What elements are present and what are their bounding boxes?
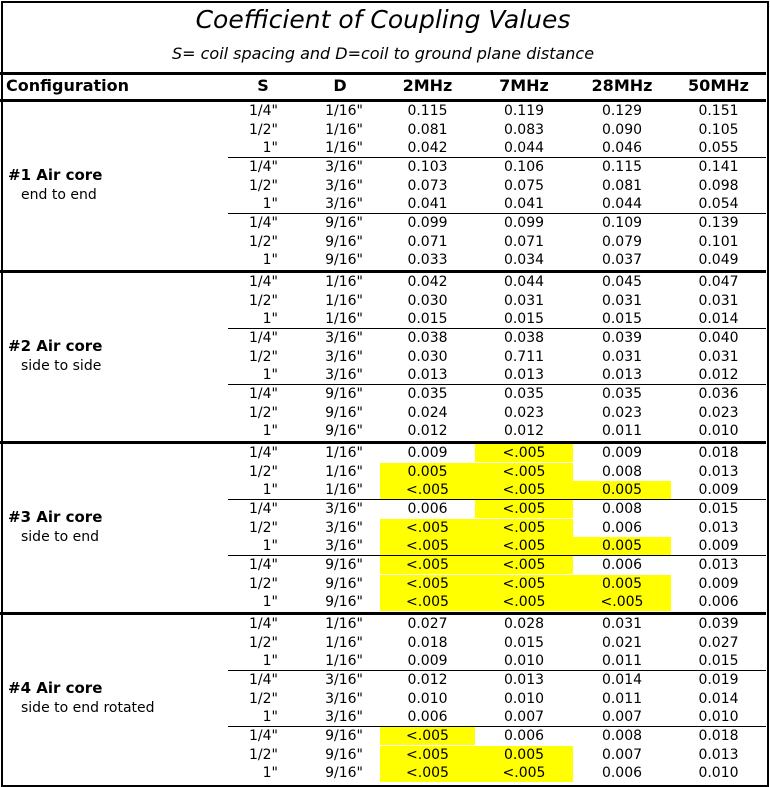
spacing-cell: 1/4" bbox=[249, 445, 278, 461]
value-cell: 0.033 bbox=[407, 252, 448, 269]
spacing-cell: 1" bbox=[262, 311, 278, 328]
value-cell: 0.028 bbox=[503, 616, 545, 632]
distance-cell: 9/16" bbox=[325, 556, 363, 573]
value-cell: 0.009 bbox=[407, 445, 448, 461]
config-label bbox=[8, 507, 208, 547]
value-cell: 0.012 bbox=[503, 423, 545, 440]
value-cell: 0.036 bbox=[698, 385, 739, 402]
value-cell: 0.079 bbox=[601, 233, 643, 250]
value-cell: 0.105 bbox=[698, 121, 739, 138]
page-subtitle: S= coil spacing and D=coil to ground plane distance bbox=[171, 44, 595, 63]
distance-cell: 9/16" bbox=[325, 252, 363, 269]
value-cell: 0.013 bbox=[698, 556, 739, 573]
value-cell: 0.038 bbox=[503, 329, 545, 346]
distance-cell: 1/16" bbox=[325, 634, 363, 651]
distance-cell: 1/16" bbox=[325, 140, 363, 157]
header-d: D bbox=[333, 76, 347, 95]
value-cell: 0.035 bbox=[601, 385, 643, 402]
distance-cell: 1/16" bbox=[325, 311, 363, 328]
value-cell: 0.014 bbox=[698, 311, 739, 328]
config-description: side to end rotated bbox=[21, 700, 155, 716]
value-cell: 0.012 bbox=[407, 423, 448, 440]
value-cell: 0.005 bbox=[573, 575, 671, 593]
config-name: #4 Air core bbox=[8, 679, 103, 697]
value-cell: 0.031 bbox=[601, 616, 643, 632]
distance-cell: 1/16" bbox=[325, 463, 363, 480]
value-cell: <.005 bbox=[380, 593, 475, 611]
spacing-cell: 1/2" bbox=[249, 575, 278, 592]
distance-cell: 9/16" bbox=[325, 727, 363, 744]
value-cell: 0.005 bbox=[475, 746, 573, 764]
value-cell: <.005 bbox=[380, 519, 475, 537]
subgroup-rule bbox=[228, 555, 766, 556]
distance-cell: 9/16" bbox=[325, 594, 363, 611]
value-cell: 0.006 bbox=[503, 727, 545, 744]
distance-cell: 3/16" bbox=[325, 329, 363, 346]
value-cell: <.005 bbox=[380, 537, 475, 555]
distance-cell: 3/16" bbox=[325, 709, 363, 726]
value-cell: 0.010 bbox=[698, 765, 739, 782]
header-2mhz: 2MHz bbox=[402, 76, 453, 95]
distance-cell: 9/16" bbox=[325, 214, 363, 231]
subgroup-rule bbox=[228, 328, 766, 329]
distance-cell: 9/16" bbox=[325, 575, 363, 592]
header-28mhz: 28MHz bbox=[591, 76, 653, 95]
value-cell: 0.042 bbox=[407, 140, 448, 157]
value-cell: 0.049 bbox=[698, 252, 739, 269]
value-cell: 0.035 bbox=[503, 385, 545, 402]
value-cell: 0.040 bbox=[698, 329, 739, 346]
distance-cell: 9/16" bbox=[325, 385, 363, 402]
value-cell: 0.009 bbox=[407, 653, 448, 670]
header-s: S bbox=[257, 76, 269, 95]
value-cell: 0.119 bbox=[503, 103, 545, 119]
distance-cell: 1/16" bbox=[325, 482, 363, 499]
value-cell: 0.012 bbox=[698, 367, 739, 384]
value-cell: 0.015 bbox=[698, 653, 739, 670]
value-cell: 0.099 bbox=[407, 214, 448, 231]
value-cell: 0.042 bbox=[407, 274, 448, 290]
config-description: side to end bbox=[21, 529, 100, 545]
distance-cell: 3/16" bbox=[325, 158, 363, 175]
spacing-cell: 1/4" bbox=[249, 616, 278, 632]
spacing-cell: 1" bbox=[262, 482, 278, 499]
value-cell: 0.023 bbox=[601, 404, 643, 421]
value-cell: <.005 bbox=[380, 727, 475, 745]
config-name: #2 Air core bbox=[8, 337, 103, 355]
value-cell: 0.115 bbox=[407, 103, 448, 119]
value-cell: 0.054 bbox=[698, 196, 739, 213]
spacing-cell: 1/2" bbox=[249, 292, 278, 309]
value-cell: <.005 bbox=[475, 537, 573, 555]
value-cell: 0.023 bbox=[503, 404, 545, 421]
value-cell: 0.711 bbox=[503, 348, 545, 365]
header-7mhz: 7MHz bbox=[499, 76, 549, 95]
spacing-cell: 1/2" bbox=[249, 634, 278, 651]
value-cell: 0.073 bbox=[407, 177, 448, 194]
value-cell: 0.129 bbox=[601, 103, 643, 119]
config-name: #3 Air core bbox=[8, 508, 103, 526]
value-cell: <.005 bbox=[380, 575, 475, 593]
distance-cell: 9/16" bbox=[325, 423, 363, 440]
value-cell: <.005 bbox=[380, 556, 475, 574]
spacing-cell: 1/4" bbox=[249, 214, 278, 231]
value-cell: 0.098 bbox=[698, 177, 739, 194]
distance-cell: 3/16" bbox=[325, 538, 363, 555]
value-cell: 0.006 bbox=[407, 709, 448, 726]
distance-cell: 3/16" bbox=[325, 671, 363, 688]
spacing-cell: 1/2" bbox=[249, 404, 278, 421]
subgroup-rule bbox=[228, 670, 766, 671]
value-cell: 0.075 bbox=[503, 177, 545, 194]
header-configuration: Configuration bbox=[6, 76, 130, 95]
value-cell: 0.006 bbox=[601, 556, 643, 573]
value-cell: 0.038 bbox=[407, 329, 448, 346]
distance-cell: 3/16" bbox=[325, 177, 363, 194]
spacing-cell: 1" bbox=[262, 653, 278, 670]
value-cell: 0.031 bbox=[601, 348, 643, 365]
spacing-cell: 1/4" bbox=[249, 158, 278, 175]
spacing-cell: 1/2" bbox=[249, 233, 278, 250]
value-cell: 0.027 bbox=[407, 616, 448, 632]
header-50mhz: 50MHz bbox=[688, 76, 749, 95]
spacing-cell: 1/2" bbox=[249, 463, 278, 480]
value-cell: 0.015 bbox=[601, 311, 643, 328]
value-cell: <.005 bbox=[475, 764, 573, 782]
spacing-cell: 1/2" bbox=[249, 121, 278, 138]
value-cell: 0.011 bbox=[601, 653, 643, 670]
value-cell: <.005 bbox=[573, 593, 671, 611]
distance-cell: 3/16" bbox=[325, 348, 363, 365]
value-cell: 0.018 bbox=[698, 445, 739, 461]
distance-cell: 1/16" bbox=[325, 274, 363, 290]
value-cell: 0.039 bbox=[698, 616, 739, 632]
value-cell: 0.099 bbox=[503, 214, 545, 231]
value-cell: <.005 bbox=[475, 481, 573, 499]
config-label bbox=[8, 336, 208, 376]
config-label bbox=[8, 165, 208, 205]
distance-cell: 3/16" bbox=[325, 690, 363, 707]
spacing-cell: 1/4" bbox=[249, 556, 278, 573]
value-cell: 0.015 bbox=[503, 634, 545, 651]
value-cell: 0.151 bbox=[698, 103, 739, 119]
value-cell: 0.013 bbox=[698, 463, 739, 480]
value-cell: 0.101 bbox=[698, 233, 739, 250]
subgroup-rule bbox=[228, 384, 766, 385]
distance-cell: 3/16" bbox=[325, 500, 363, 517]
value-cell: 0.011 bbox=[601, 423, 643, 440]
spacing-cell: 1/4" bbox=[249, 385, 278, 402]
value-cell: 0.008 bbox=[601, 727, 643, 744]
spacing-cell: 1/4" bbox=[249, 727, 278, 744]
spacing-cell: 1/2" bbox=[249, 177, 278, 194]
value-cell: 0.103 bbox=[407, 158, 448, 175]
value-cell: 0.109 bbox=[601, 214, 643, 231]
value-cell: 0.034 bbox=[503, 252, 545, 269]
value-cell: 0.031 bbox=[503, 292, 545, 309]
value-cell: 0.014 bbox=[698, 690, 739, 707]
value-cell: 0.007 bbox=[601, 709, 643, 726]
value-cell: <.005 bbox=[475, 575, 573, 593]
value-cell: 0.055 bbox=[698, 140, 739, 157]
value-cell: 0.023 bbox=[698, 404, 739, 421]
distance-cell: 9/16" bbox=[325, 746, 363, 763]
value-cell: 0.008 bbox=[601, 500, 643, 517]
value-cell: 0.030 bbox=[407, 348, 448, 365]
value-cell: 0.021 bbox=[601, 634, 643, 651]
spacing-cell: 1" bbox=[262, 709, 278, 726]
value-cell: 0.046 bbox=[601, 140, 643, 157]
value-cell: 0.041 bbox=[503, 196, 545, 213]
value-cell: 0.139 bbox=[698, 214, 739, 231]
value-cell: <.005 bbox=[475, 444, 573, 462]
value-cell: 0.115 bbox=[601, 158, 643, 175]
spacing-cell: 1/2" bbox=[249, 519, 278, 536]
value-cell: 0.012 bbox=[407, 671, 448, 688]
value-cell: <.005 bbox=[475, 556, 573, 574]
distance-cell: 1/16" bbox=[325, 121, 363, 138]
spacing-cell: 1" bbox=[262, 765, 278, 782]
config-description: end to end bbox=[21, 187, 97, 203]
spacing-cell: 1/4" bbox=[249, 103, 278, 119]
value-cell: 0.013 bbox=[698, 519, 739, 536]
value-cell: 0.015 bbox=[407, 311, 448, 328]
value-cell: 0.071 bbox=[503, 233, 545, 250]
value-cell: 0.044 bbox=[601, 196, 643, 213]
spacing-cell: 1" bbox=[262, 140, 278, 157]
spacing-cell: 1/2" bbox=[249, 348, 278, 365]
value-cell: <.005 bbox=[380, 764, 475, 782]
spacing-cell: 1/2" bbox=[249, 746, 278, 763]
value-cell: 0.018 bbox=[407, 634, 448, 651]
value-cell: 0.081 bbox=[601, 177, 643, 194]
subgroup-rule bbox=[228, 499, 766, 500]
distance-cell: 9/16" bbox=[325, 765, 363, 782]
subgroup-rule bbox=[228, 213, 766, 214]
value-cell: 0.045 bbox=[601, 274, 643, 290]
value-cell: 0.007 bbox=[601, 746, 643, 763]
value-cell: 0.044 bbox=[503, 274, 545, 290]
value-cell: 0.106 bbox=[503, 158, 545, 175]
value-cell: 0.015 bbox=[503, 311, 545, 328]
value-cell: <.005 bbox=[475, 519, 573, 537]
value-cell: <.005 bbox=[380, 481, 475, 499]
spacing-cell: 1/4" bbox=[249, 329, 278, 346]
value-cell: 0.010 bbox=[407, 690, 448, 707]
value-cell: 0.006 bbox=[601, 519, 643, 536]
value-cell: 0.010 bbox=[503, 653, 545, 670]
value-cell: 0.013 bbox=[503, 671, 545, 688]
spacing-cell: 1" bbox=[262, 538, 278, 555]
value-cell: 0.009 bbox=[698, 538, 739, 555]
value-cell: 0.013 bbox=[407, 367, 448, 384]
value-cell: 0.037 bbox=[601, 252, 643, 269]
value-cell: 0.005 bbox=[573, 481, 671, 499]
value-cell: 0.007 bbox=[503, 709, 545, 726]
distance-cell: 1/16" bbox=[325, 292, 363, 309]
value-cell: 0.010 bbox=[698, 709, 739, 726]
distance-cell: 1/16" bbox=[325, 653, 363, 670]
value-cell: <.005 bbox=[475, 463, 573, 481]
distance-cell: 1/16" bbox=[325, 445, 363, 461]
spacing-cell: 1/4" bbox=[249, 500, 278, 517]
value-cell: 0.081 bbox=[407, 121, 448, 138]
value-cell: 0.035 bbox=[407, 385, 448, 402]
config-label bbox=[8, 678, 208, 718]
value-cell: 0.014 bbox=[601, 671, 643, 688]
value-cell: 0.013 bbox=[503, 367, 545, 384]
spacing-cell: 1" bbox=[262, 252, 278, 269]
value-cell: 0.015 bbox=[698, 500, 739, 517]
title-rule bbox=[0, 72, 766, 75]
spacing-cell: 1" bbox=[262, 594, 278, 611]
subgroup-rule bbox=[228, 726, 766, 727]
value-cell: 0.141 bbox=[698, 158, 739, 175]
spacing-cell: 1/2" bbox=[249, 690, 278, 707]
value-cell: 0.041 bbox=[407, 196, 448, 213]
distance-cell: 9/16" bbox=[325, 404, 363, 421]
value-cell: 0.071 bbox=[407, 233, 448, 250]
spacing-cell: 1" bbox=[262, 367, 278, 384]
config-name: #1 Air core bbox=[8, 166, 103, 184]
value-cell: 0.013 bbox=[601, 367, 643, 384]
value-cell: 0.008 bbox=[601, 463, 643, 480]
value-cell: <.005 bbox=[380, 746, 475, 764]
page-title: Coefficient of Coupling Values bbox=[195, 5, 571, 34]
value-cell: 0.009 bbox=[698, 575, 739, 592]
value-cell: 0.009 bbox=[601, 445, 643, 461]
value-cell: 0.047 bbox=[698, 274, 739, 290]
distance-cell: 9/16" bbox=[325, 233, 363, 250]
spacing-cell: 1/4" bbox=[249, 274, 278, 290]
value-cell: 0.013 bbox=[698, 746, 739, 763]
value-cell: 0.018 bbox=[698, 727, 739, 744]
value-cell: 0.030 bbox=[407, 292, 448, 309]
value-cell: 0.083 bbox=[503, 121, 545, 138]
value-cell: 0.024 bbox=[407, 404, 448, 421]
value-cell: 0.009 bbox=[698, 482, 739, 499]
value-cell: 0.005 bbox=[573, 537, 671, 555]
spacing-cell: 1" bbox=[262, 196, 278, 213]
value-cell: 0.019 bbox=[698, 671, 739, 688]
value-cell: 0.031 bbox=[698, 292, 739, 309]
value-cell: <.005 bbox=[475, 593, 573, 611]
value-cell: 0.006 bbox=[698, 594, 739, 611]
subgroup-rule bbox=[228, 157, 766, 158]
value-cell: 0.031 bbox=[601, 292, 643, 309]
distance-cell: 3/16" bbox=[325, 196, 363, 213]
value-cell: 0.090 bbox=[601, 121, 643, 138]
value-cell: 0.039 bbox=[601, 329, 643, 346]
distance-cell: 1/16" bbox=[325, 103, 363, 119]
distance-cell: 3/16" bbox=[325, 519, 363, 536]
value-cell: 0.006 bbox=[407, 500, 448, 517]
value-cell: 0.005 bbox=[380, 463, 475, 481]
value-cell: <.005 bbox=[475, 500, 573, 518]
value-cell: 0.010 bbox=[698, 423, 739, 440]
value-cell: 0.010 bbox=[503, 690, 545, 707]
distance-cell: 1/16" bbox=[325, 616, 363, 632]
value-cell: 0.006 bbox=[601, 765, 643, 782]
value-cell: 0.044 bbox=[503, 140, 545, 157]
value-cell: 0.027 bbox=[698, 634, 739, 651]
spacing-cell: 1/4" bbox=[249, 671, 278, 688]
value-cell: 0.031 bbox=[698, 348, 739, 365]
config-description: side to side bbox=[21, 358, 102, 374]
spacing-cell: 1" bbox=[262, 423, 278, 440]
value-cell: 0.011 bbox=[601, 690, 643, 707]
distance-cell: 3/16" bbox=[325, 367, 363, 384]
